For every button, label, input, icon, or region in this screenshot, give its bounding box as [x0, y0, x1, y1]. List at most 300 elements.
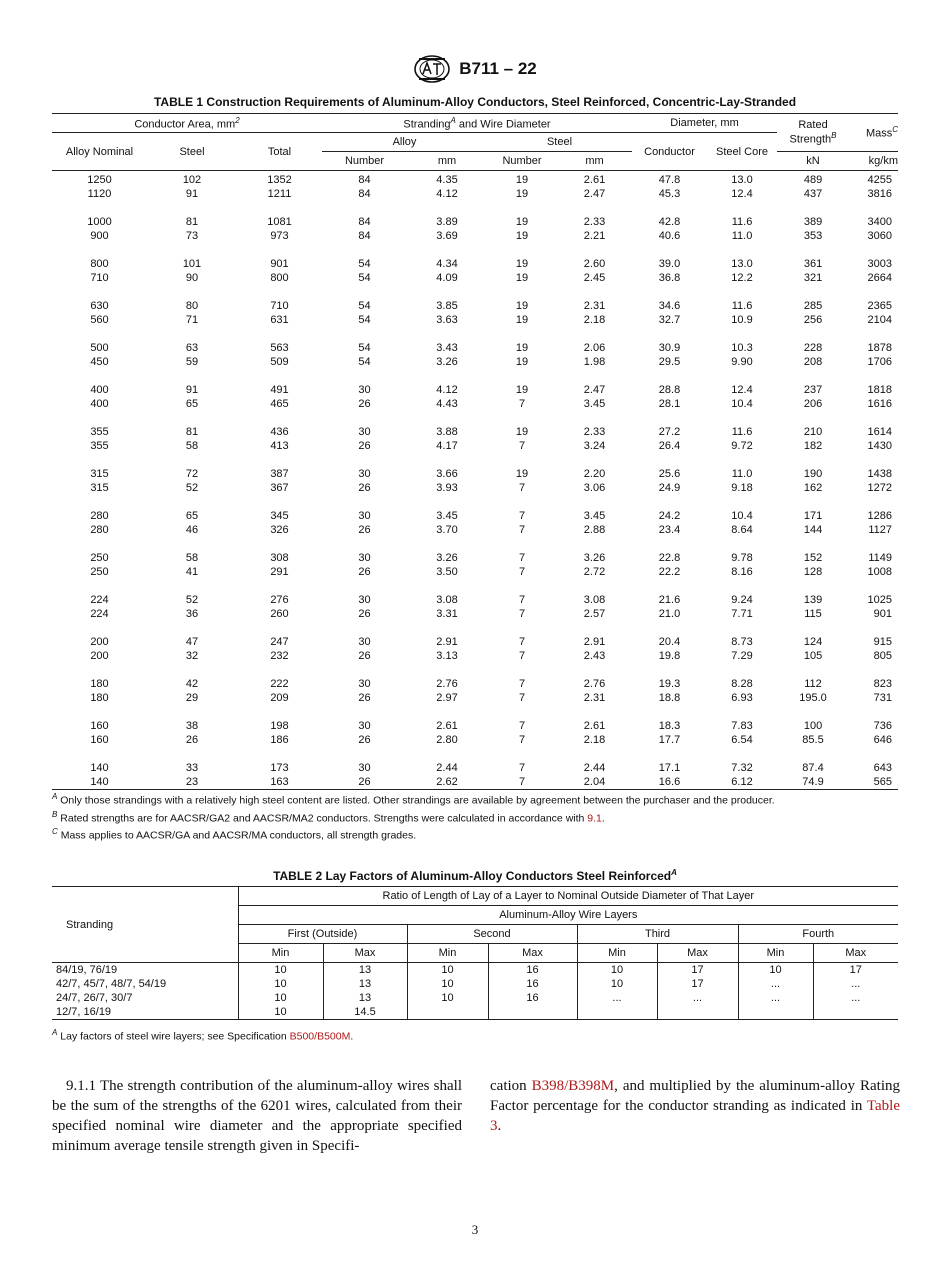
table-cell: 26	[358, 440, 371, 452]
table-cell: 34.6	[658, 300, 681, 312]
table-cell: ...	[813, 991, 898, 1005]
table-cell: 2.47	[583, 384, 606, 396]
table-cell: 85.5	[802, 734, 824, 746]
table-cell	[738, 1005, 813, 1020]
table-cell: 13.0	[731, 174, 753, 186]
table-cell: 72	[185, 468, 199, 480]
table-cell: 91	[185, 384, 199, 396]
table-cell: 23	[185, 776, 199, 788]
table-row	[52, 313, 898, 327]
table-cell	[407, 1005, 488, 1020]
max-header: Max	[488, 944, 577, 963]
table-cell: 17.1	[658, 762, 681, 774]
table2-footnote: $^A$ Lay factors of steel wire layers; see Specification B500/B500M.	[52, 1028, 354, 1043]
table-cell: 8.73	[731, 636, 753, 648]
table-cell: 28.1	[658, 398, 681, 410]
table-cell: 115	[804, 608, 822, 620]
table-row	[52, 677, 898, 691]
table-cell: 26	[358, 650, 371, 662]
table-cell: 84	[358, 230, 371, 242]
table-cell: 1120	[87, 188, 112, 200]
table-cell: 36.8	[658, 272, 681, 284]
table-cell: 2.91	[583, 636, 606, 648]
table-cell: 19	[515, 272, 529, 284]
group-spacer	[52, 201, 898, 215]
table-cell: 563	[270, 342, 289, 354]
steel-mm-header: mm	[585, 155, 604, 167]
table1-body	[52, 171, 898, 790]
table-cell: 3.31	[436, 608, 458, 620]
table-cell: 3.69	[436, 230, 458, 242]
table-cell	[488, 1005, 577, 1020]
table-row	[52, 1005, 898, 1020]
table-cell: 54	[358, 272, 371, 284]
table-cell: 58	[185, 440, 199, 452]
table-cell: 7	[518, 594, 526, 606]
table-cell: 208	[803, 356, 823, 368]
table-cell: 14.5	[323, 1005, 407, 1020]
table-cell: 2664	[867, 272, 893, 284]
max-header: Max	[657, 944, 738, 963]
table2	[52, 886, 898, 1020]
table-cell: 4.43	[436, 398, 458, 410]
table-cell: 28.8	[658, 384, 681, 396]
table-cell: 200	[90, 636, 109, 648]
table-cell: 8.64	[731, 524, 753, 536]
table-cell: 7	[518, 678, 526, 690]
table-cell: 19	[515, 230, 529, 242]
table-cell: 222	[270, 678, 289, 690]
table-cell: ...	[577, 991, 657, 1005]
table-cell: 315	[90, 468, 109, 480]
max-header: Max	[323, 944, 407, 963]
table-cell: 2.18	[583, 734, 606, 746]
table-cell: 26	[358, 776, 371, 788]
table-cell: 42	[185, 678, 199, 690]
table-cell: 186	[270, 734, 289, 746]
table-cell: 27.2	[658, 426, 681, 438]
table-cell: 39.0	[658, 258, 681, 270]
table-cell: 500	[90, 342, 109, 354]
min-header: Min	[407, 944, 488, 963]
table-cell: 19	[515, 188, 529, 200]
table2-body	[52, 963, 898, 1020]
group-spacer	[52, 579, 898, 593]
table-cell: 23.4	[658, 524, 681, 536]
table-cell: 1286	[867, 510, 893, 522]
table-cell: 2.20	[583, 468, 606, 480]
table-cell: 17	[813, 963, 898, 978]
table-row	[52, 467, 898, 481]
table-cell: 2.18	[583, 314, 606, 326]
table-row	[52, 593, 898, 607]
table-cell: 7	[518, 720, 526, 732]
table-cell: 1616	[867, 398, 893, 410]
table-cell: 224	[90, 594, 109, 606]
table-cell: 247	[270, 636, 289, 648]
table-row	[52, 733, 898, 747]
table-cell: 45.3	[658, 188, 681, 200]
table-cell: 180	[90, 678, 109, 690]
table-cell: 73	[185, 230, 199, 242]
table-cell: 36	[185, 608, 199, 620]
table-cell: 30	[358, 762, 371, 774]
table-cell: 19	[515, 258, 529, 270]
table-cell: 19	[515, 174, 529, 186]
table-cell: 3.88	[436, 426, 458, 438]
table-cell: 915	[873, 636, 893, 648]
table-cell: 10	[238, 963, 323, 978]
table-cell: 2.76	[583, 678, 606, 690]
min-header: Min	[238, 944, 323, 963]
table-cell: 1878	[867, 342, 893, 354]
table-cell: 140	[90, 776, 109, 788]
table-cell: 26	[358, 734, 371, 746]
b398-link[interactable]: B398/B398M	[531, 1078, 615, 1094]
table-cell: 65	[185, 398, 199, 410]
table-row	[52, 355, 898, 369]
table-cell: 6.93	[731, 692, 753, 704]
table-cell: 2.61	[436, 720, 458, 732]
steel-core-header: Steel Core	[707, 133, 777, 171]
table-cell: 3.08	[583, 594, 606, 606]
table-cell: 102	[182, 174, 202, 186]
table-cell: ...	[813, 977, 898, 991]
table-cell: 17	[657, 977, 738, 991]
ratio-header: Ratio of Length of Lay of a Layer to Nominal Outside Diameter of That Layer	[238, 887, 898, 906]
table-cell: 3816	[867, 188, 893, 200]
table-cell: 17	[657, 963, 738, 978]
table-cell: 10	[238, 977, 323, 991]
alloy-number-header: Number	[344, 155, 385, 167]
table-cell: 1818	[867, 384, 893, 396]
table-cell: 163	[270, 776, 289, 788]
table-row	[52, 649, 898, 663]
table-cell: 13.0	[731, 258, 753, 270]
table-cell: 1000	[87, 216, 112, 228]
table-cell: 6.54	[731, 734, 753, 746]
table-cell: 33	[185, 762, 199, 774]
table1	[52, 113, 898, 790]
table-cell: 65	[185, 510, 199, 522]
table-cell: 3.26	[436, 356, 458, 368]
table-cell: 232	[270, 650, 289, 662]
table-cell: 11.6	[731, 216, 753, 228]
table-cell: 465	[270, 398, 289, 410]
table-cell: 1.98	[583, 356, 606, 368]
table-cell: 200	[90, 650, 109, 662]
table-cell: 1008	[867, 566, 893, 578]
table-cell: 800	[270, 272, 289, 284]
table-cell: 12.4	[731, 384, 753, 396]
table-cell: 315	[90, 482, 109, 494]
table-cell: 10	[577, 963, 657, 978]
table-row	[52, 551, 898, 565]
table-cell: 321	[803, 272, 823, 284]
table-cell: 19	[515, 342, 529, 354]
table-cell: 59	[185, 356, 199, 368]
table-cell: 26.4	[658, 440, 681, 452]
table-cell: 26	[358, 482, 371, 494]
table-cell: 11.6	[731, 300, 753, 312]
table-cell: 10	[238, 1005, 323, 1020]
steel-group-header: Steel	[487, 133, 632, 152]
table-row	[52, 215, 898, 229]
table-cell: 26	[358, 608, 371, 620]
table-cell: 58	[185, 552, 199, 564]
body-right-column: cation B398/B398M, and multiplied by the aluminum-alloy Rating Factor percentage for the conductor stranding as indicated in Table 3.	[490, 1078, 900, 1134]
alloy-mm-header: mm	[437, 155, 457, 167]
group-spacer	[52, 621, 898, 635]
table-cell: 54	[358, 356, 371, 368]
table-cell: 800	[90, 258, 109, 270]
table-cell: 631	[270, 314, 289, 326]
table-cell: 3.45	[436, 510, 458, 522]
table-cell: 3.66	[436, 468, 458, 480]
b500-link[interactable]: B500/B500M	[289, 1030, 351, 1043]
table-cell: 11.6	[731, 426, 753, 438]
table-cell: 144	[803, 524, 823, 536]
table-cell: 38	[185, 720, 199, 732]
table-cell: 32	[185, 650, 199, 662]
table-cell: 26	[358, 566, 371, 578]
table-cell: 3.43	[436, 342, 458, 354]
table-cell: 973	[270, 230, 289, 242]
table-cell: 2.76	[436, 678, 458, 690]
table-cell: 7	[518, 552, 526, 564]
table-cell: 42.8	[658, 216, 681, 228]
table-cell: ...	[657, 991, 738, 1005]
table-cell: 4.12	[436, 188, 458, 200]
table-cell: 2104	[867, 314, 893, 326]
table1-footnotes	[52, 790, 898, 843]
table-row	[52, 565, 898, 579]
table-cell: 823	[873, 678, 893, 690]
table-cell: 367	[270, 482, 289, 494]
table-cell: 152	[803, 552, 823, 564]
table-cell: 630	[90, 300, 109, 312]
table-cell: 8.28	[731, 678, 753, 690]
table-cell: 2.31	[583, 300, 606, 312]
table-cell	[813, 1005, 898, 1020]
table-cell: 19	[515, 426, 529, 438]
table-cell: 13	[323, 963, 407, 978]
stranding-cell: 84/19, 76/19	[56, 964, 118, 976]
table-row	[52, 775, 898, 790]
table-cell: 160	[90, 734, 109, 746]
table-row	[52, 341, 898, 355]
table-cell: 52	[185, 482, 199, 494]
rated-strength-header: Rated Strength$^B$	[789, 119, 837, 146]
table-cell: 180	[90, 692, 109, 704]
group-spacer	[52, 705, 898, 719]
table-row	[52, 509, 898, 523]
table-cell: 21.0	[658, 608, 681, 620]
table-cell: 491	[270, 384, 289, 396]
table-cell: 12.2	[731, 272, 753, 284]
table-cell: 124	[803, 636, 823, 648]
table-cell: 2.97	[436, 692, 458, 704]
table-cell: 1149	[868, 552, 893, 564]
table-cell: 80	[185, 300, 199, 312]
table-cell: 46	[185, 524, 199, 536]
body-left-column: 9.1.1 The strength contribution of the aluminum-alloy wires shall be the sum of the strengths of the 6201 wires, calculated from their specified nominal wire diameter and the appropriate specified minimum average tensile strength given in Specifi-	[52, 1078, 462, 1154]
table-cell: 19	[515, 216, 529, 228]
table-cell: 10	[238, 991, 323, 1005]
table-cell: 3.50	[436, 566, 458, 578]
table-cell: 2.04	[583, 776, 606, 788]
table-cell: 3.89	[436, 216, 458, 228]
table-cell: 3.93	[436, 482, 458, 494]
table-row	[52, 439, 898, 453]
table-cell: 81	[185, 216, 199, 228]
table-cell: 387	[270, 468, 289, 480]
group-spacer	[52, 663, 898, 677]
table-cell: 19	[515, 468, 529, 480]
table-cell: 22.8	[658, 552, 681, 564]
table-cell: 30	[358, 594, 371, 606]
table-cell: 326	[270, 524, 289, 536]
table-cell	[657, 1005, 738, 1020]
table3-link[interactable]: Table 3	[490, 1098, 900, 1134]
table-cell: 7	[518, 482, 526, 494]
footnote-a: $^A$ Only those strandings with a relatively high steel content are listed. Other strandings are available by agreement between the purchaser and the producer.	[52, 792, 775, 807]
wire-layers-header: Aluminum-Alloy Wire Layers	[238, 906, 898, 925]
table-cell: 13	[323, 991, 407, 1005]
table-cell: 1438	[867, 468, 893, 480]
table-cell: 10	[407, 977, 488, 991]
table-cell: 7	[518, 636, 526, 648]
group-spacer	[52, 411, 898, 425]
table-cell: 4.17	[436, 440, 458, 452]
table-cell: 171	[803, 510, 823, 522]
table-cell: 21.6	[658, 594, 681, 606]
table-cell: 2.57	[583, 608, 606, 620]
table-cell: 400	[90, 384, 109, 396]
table-cell: 12.4	[731, 188, 753, 200]
table-cell: 3.45	[583, 398, 606, 410]
table-cell: 20.4	[658, 636, 681, 648]
table-cell: 3.63	[436, 314, 458, 326]
table-cell: 285	[803, 300, 823, 312]
table-cell: 91	[185, 188, 199, 200]
table-cell: 24.2	[658, 510, 681, 522]
table-cell: 1250	[87, 174, 112, 186]
conductor-area-header: Conductor Area, $mm^2$	[52, 114, 322, 133]
alloy-group-header: Alloy	[322, 133, 487, 152]
total-area-header: Total	[237, 133, 322, 171]
table-cell: 3003	[867, 258, 893, 270]
table-cell: 276	[270, 594, 289, 606]
table-cell: 128	[803, 566, 823, 578]
table-cell: 32.7	[658, 314, 681, 326]
table-cell: 81	[185, 426, 199, 438]
table-cell: 84	[358, 188, 371, 200]
table-cell: 4.12	[436, 384, 458, 396]
table-cell: 10	[407, 963, 488, 978]
table-cell: 30	[358, 468, 371, 480]
table-cell: 17.7	[658, 734, 681, 746]
table-cell: 30	[358, 510, 371, 522]
table-cell: 206	[803, 398, 823, 410]
table-cell: 24.9	[658, 482, 681, 494]
table-cell: 30	[358, 678, 371, 690]
mass-header: Mass$^C$	[865, 125, 899, 140]
table-cell: 260	[270, 608, 289, 620]
table-cell: 54	[358, 314, 371, 326]
table-cell: 10.4	[731, 510, 753, 522]
table-cell: 54	[358, 258, 371, 270]
table-cell: 355	[90, 426, 109, 438]
table-row	[52, 481, 898, 495]
table-row	[52, 523, 898, 537]
table-cell: ...	[738, 977, 813, 991]
page-number: 3	[471, 1222, 479, 1237]
table-cell: 3.85	[436, 300, 458, 312]
table-row	[52, 425, 898, 439]
table-cell: 10	[738, 963, 813, 978]
table-cell: 224	[90, 608, 109, 620]
table-cell: 162	[803, 482, 823, 494]
table-cell: 90	[185, 272, 199, 284]
table-cell: 1211	[267, 188, 292, 200]
table-cell: 560	[90, 314, 109, 326]
table-cell: 2.80	[436, 734, 458, 746]
standard-designation: B711 – 22	[459, 59, 537, 78]
table-row	[52, 257, 898, 271]
table-cell: 19	[515, 314, 529, 326]
table-cell: 74.9	[802, 776, 824, 788]
table-cell: 1430	[867, 440, 893, 452]
table-cell: 8.16	[731, 566, 753, 578]
table-row	[52, 229, 898, 243]
group-spacer	[52, 285, 898, 299]
table-cell: 710	[90, 272, 109, 284]
table-cell: 361	[803, 258, 823, 270]
table-cell: 436	[270, 426, 289, 438]
table-cell: 250	[90, 566, 109, 578]
table-row	[52, 635, 898, 649]
table-cell: 7.29	[731, 650, 753, 662]
table-cell: 900	[90, 230, 109, 242]
table-cell: 26	[358, 692, 371, 704]
table-cell: 2.61	[583, 174, 606, 186]
min-header: Min	[577, 944, 657, 963]
section-9-1-link[interactable]: 9.1	[587, 812, 602, 824]
table-cell: 2.31	[583, 692, 606, 704]
table-cell: 7	[518, 510, 526, 522]
kgkm-unit-header: kg/km	[849, 152, 898, 171]
table-cell: 308	[270, 552, 289, 564]
table-cell: 4.34	[436, 258, 458, 270]
table-cell: 228	[803, 342, 823, 354]
table-cell: 7	[518, 776, 526, 788]
table-cell: 9.24	[731, 594, 753, 606]
table-cell: 22.2	[658, 566, 681, 578]
table-cell: 7	[518, 608, 526, 620]
table-cell: 353	[803, 230, 823, 242]
table-cell: 10	[577, 977, 657, 991]
table-cell: 7	[518, 440, 526, 452]
table-cell: 2.06	[583, 342, 606, 354]
table-row	[52, 991, 898, 1005]
table-cell: 7	[518, 692, 526, 704]
table-cell: 7	[518, 524, 526, 536]
table-cell: 30	[358, 384, 371, 396]
table-cell: 3.26	[436, 552, 458, 564]
table-cell: 710	[270, 300, 289, 312]
table-cell: 4.09	[436, 272, 458, 284]
